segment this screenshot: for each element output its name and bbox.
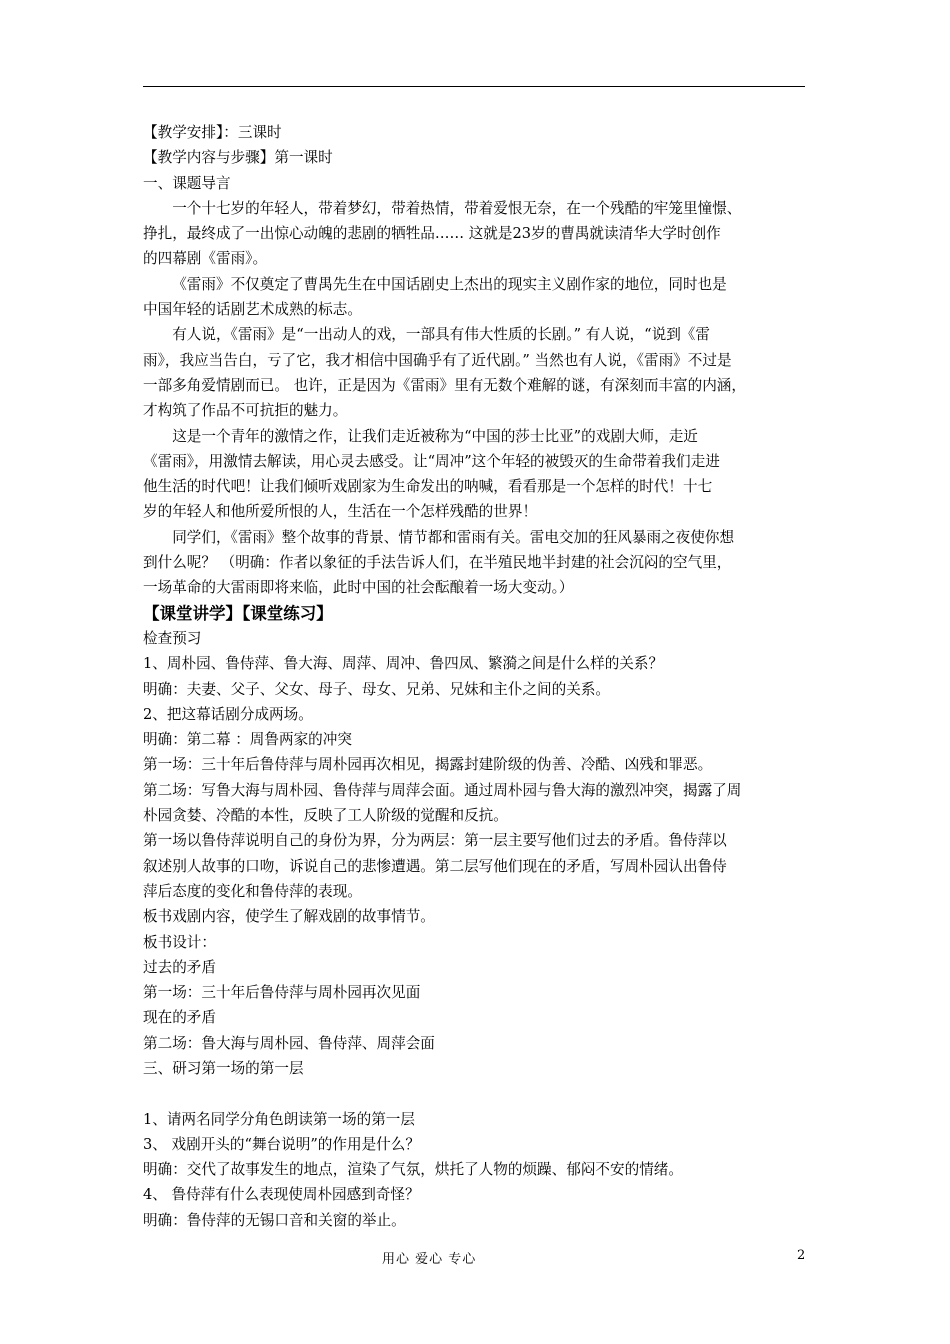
intro-paragraph xyxy=(143,322,807,423)
header-rule xyxy=(143,86,805,87)
text-line: 一部多角爱情剧而已。 也许，正是因为《雷雨》里有无数个难解的谜，有深刻而丰富的内涵， xyxy=(143,376,746,394)
intro-paragraph xyxy=(143,424,807,525)
text-line: 《雷雨》，用激情去解读，用心灵去感受。让“周冲”这个年轻的被毁灭的生命带着我们走进 xyxy=(143,452,720,470)
text-line: 4、 鲁侍萍有什么表现使周朴园感到奇怪？ xyxy=(143,1186,420,1204)
text-line: 第一场：三十年后鲁侍萍与周朴园再次见面 xyxy=(143,984,421,1002)
text-line: 一个十七岁的年轻人，带着梦幻，带着热情，带着爱恨无奈，在一个残酷的牢笼里憧憬、 xyxy=(172,199,742,217)
text-line: 雨》，我应当告白，亏了它，我才相信中国确乎有了近代剧。” 当然也有人说，《雷雨》不过是 xyxy=(143,351,732,369)
section-title: 【课堂讲学】【课堂练习】 xyxy=(143,603,333,623)
text-line: 1、周朴园、鲁侍萍、鲁大海、周萍、周冲、鲁四凤、繁漪之间是什么样的关系？ xyxy=(143,655,664,673)
text-line: 岁的年轻人和他所爱所恨的人，生活在一个怎样残酷的世界！ xyxy=(143,503,538,521)
text-line: 过去的矛盾 xyxy=(143,958,216,976)
teaching-schedule-line: 【教学安排】：三课时 xyxy=(143,124,282,141)
text-line: 现在的矛盾 xyxy=(143,1009,216,1027)
text-line: 板书设计： xyxy=(143,933,216,951)
text-line: 检查预习 xyxy=(143,629,202,647)
intro-paragraph xyxy=(143,272,807,323)
text-line: 明确：夫妻、父子、父女、母子、母女、兄弟、兄妹和主仆之间的关系。 xyxy=(143,680,611,698)
text-line: 第一场以鲁侍萍说明自己的身份为界，分为两层：第一层主要写他们过去的矛盾。鲁侍萍以 xyxy=(143,832,727,850)
text-line: 中国年轻的话剧艺术成熟的标志。 xyxy=(143,301,362,319)
blank-line xyxy=(143,1081,807,1106)
text-line: 他生活的时代吧！让我们倾听戏剧家为生命发出的呐喊，看看那是一个怎样的时代！十七 xyxy=(143,478,713,496)
text-line: 第二场：写鲁大海与周朴园、鲁侍萍与周萍会面。通过周朴园与鲁大海的激烈冲突，揭露了周 xyxy=(143,781,742,799)
text-line: 有人说，《雷雨》是“一出动人的戏，一部具有伟大性质的长剧。” 有人说，“说到《雷 xyxy=(172,326,710,344)
text-line: 挣扎，最终成了一出惊心动魄的悲剧的牺牲品…… 这就是23岁的曹禺就读清华大学时创作 xyxy=(143,225,721,243)
text-line: 才构筑了作品不可抗拒的魅力。 xyxy=(143,402,348,420)
text-line: 明确：交代了故事发生的地点，渲染了气氛，烘托了人物的烦躁、郁闷不安的情绪。 xyxy=(143,1161,683,1179)
intro-paragraph xyxy=(143,525,807,601)
page-number: 2 xyxy=(797,1248,806,1263)
intro-paragraph xyxy=(143,196,807,272)
text-line: 《雷雨》不仅奠定了曹禺先生在中国话剧史上杰出的现实主义剧作家的地位，同时也是 xyxy=(172,275,727,293)
section-heading-intro: 一、课题导言 xyxy=(143,174,231,192)
text-line: 萍后态度的变化和鲁侍萍的表现。 xyxy=(143,882,362,900)
text-line: 板书戏剧内容，使学生了解戏剧的故事情节。 xyxy=(143,908,435,926)
footer-motto: 用心 爱心 专心 xyxy=(382,1252,477,1267)
text-line: 三、研习第一场的第一层 xyxy=(143,1059,304,1077)
document-body xyxy=(143,120,807,1233)
text-line: 同学们，《雷雨》整个故事的背景、情节都和雷雨有关。雷电交加的狂风暴雨之夜使你想 xyxy=(172,528,735,546)
text-line: 明确：第二幕 ：周鲁两家的冲突 xyxy=(143,731,352,749)
text-line: 第二场：鲁大海与周朴园、鲁侍萍、周萍会面 xyxy=(143,1034,435,1052)
text-line: 1、请两名同学分角色朗读第一场的第一层 xyxy=(143,1110,415,1128)
text-line: 第一场：三十年后鲁侍萍与周朴园再次相见，揭露封建阶级的伪善、冷酷、凶残和罪恶。 xyxy=(143,756,713,774)
text-line: 3、 戏剧开头的“舞台说明”的作用是什么？ xyxy=(143,1135,420,1153)
text-line: 叙述别人故事的口吻，诉说自己的悲惨遭遇。第二层写他们现在的矛盾，写周朴园认出鲁侍 xyxy=(143,857,727,875)
text-line: 一场革命的大雷雨即将来临，此时中国的社会酝酿着一场大变动。） xyxy=(143,579,574,597)
text-line: 朴园贪婪、冷酷的本性，反映了工人阶级的觉醒和反抗。 xyxy=(143,807,508,825)
text-line: 到什么呢？ （明确：作者以象征的手法告诉人们，在半殖民地半封建的社会沉闷的空气里， xyxy=(143,554,732,572)
text-line: 2、把这幕话剧分成两场。 xyxy=(143,705,313,723)
text-line: 的四幕剧《雷雨》。 xyxy=(143,250,268,268)
text-line: 明确：鲁侍萍的无锡口音和关窗的举止。 xyxy=(143,1211,406,1229)
teaching-content-line: 【教学内容与步骤】第一课时 xyxy=(143,149,333,167)
text-line: 这是一个青年的激情之作，让我们走近被称为“中国的莎士比亚”的戏剧大师，走近 xyxy=(172,427,698,445)
